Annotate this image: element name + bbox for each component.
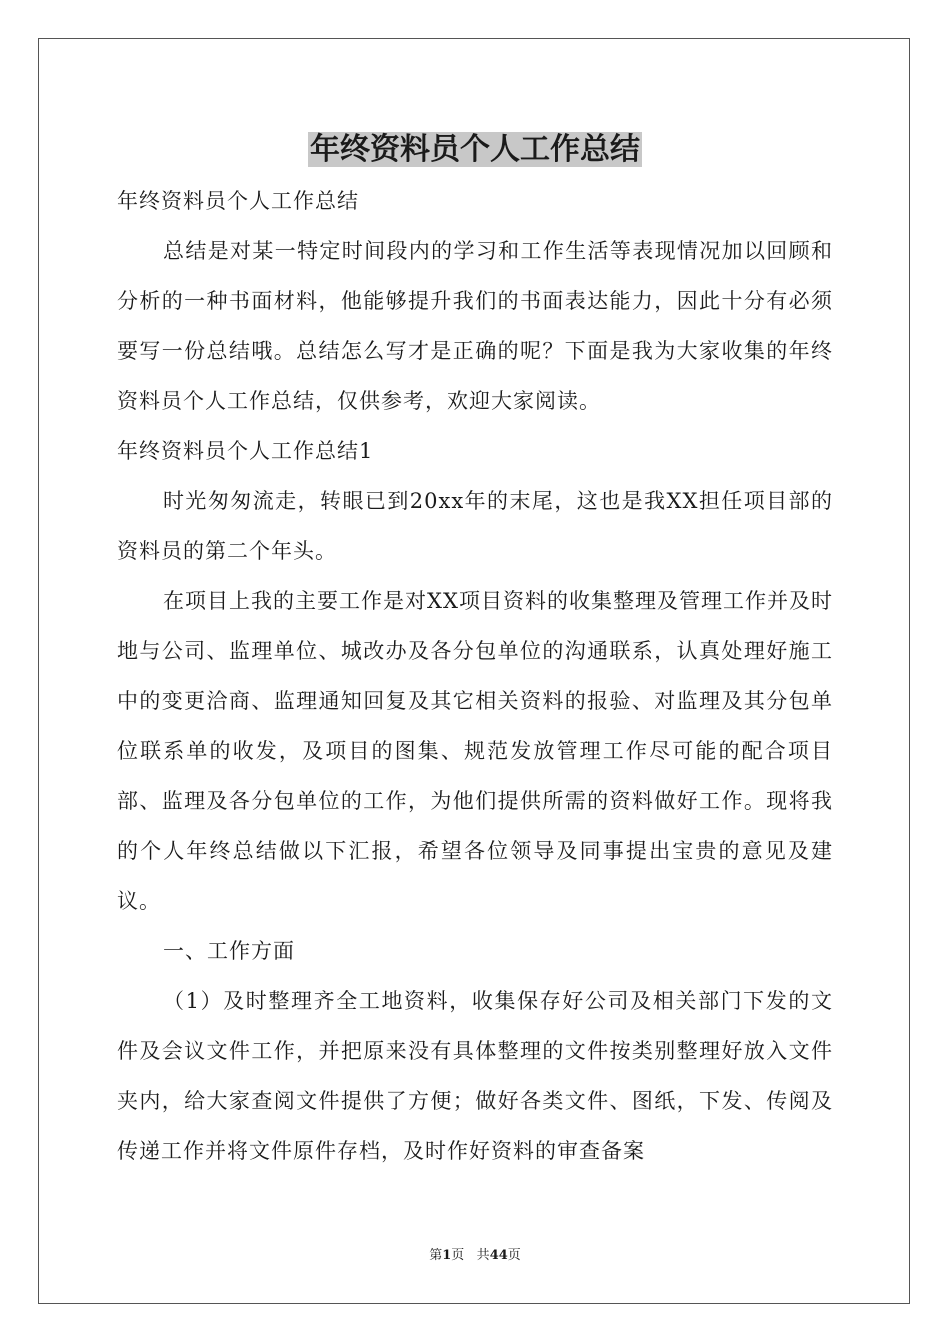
page-footer: [0, 1246, 950, 1266]
paragraph: （1）及时整理齐全工地资料，收集保存好公司及相关部门下发的文件及会议文件工作，并把原来没有具体整理的文件按类别整理好放入文件夹内，给大家查阅文件提供了方便；做好各类文件、图纸，下发、传阅及传递工作并将文件原件存档，及时作好资料的审查备案: [117, 989, 833, 1163]
footer-total-pages: 44: [489, 1248, 508, 1263]
document-title-text: 年终资料员个人工作总结: [310, 132, 640, 167]
footer-page-suffix: 页: [451, 1248, 465, 1263]
paragraph: 在项目上我的主要工作是对XX项目资料的收集整理及管理工作并及时地与公司、监理单位、城改办及各分包单位的沟通联系，认真处理好施工中的变更洽商、监理通知回复及其它相关资料的报验、对监理及其分包单位联系单的收发，及项目的图集、规范发放管理工作尽可能的配合项目部、监理及各分包单位的工作，为他们提供所需的资料做好工作。现将我的个人年终总结做以下汇报，希望各位领导及同事提出宝贵的意见及建议。: [117, 589, 833, 913]
paragraph: 年终资料员个人工作总结1: [117, 439, 374, 463]
paragraph: 时光匆匆流走，转眼已到20xx年的末尾，这也是我XX担任项目部的资料员的第二个年头。: [117, 489, 833, 563]
footer-current-page: 1: [442, 1248, 452, 1263]
paragraph: 一、工作方面: [163, 939, 295, 963]
footer-total-prefix: 共: [476, 1248, 490, 1263]
paragraph: 总结是对某一特定时间段内的学习和工作生活等表现情况加以回顾和分析的一种书面材料，他能够提升我们的书面表达能力，因此十分有必须要写一份总结哦。总结怎么写才是正确的呢？下面是我为大家收集的年终资料员个人工作总结，仅供参考，欢迎大家阅读。: [117, 239, 833, 413]
document-title: [0, 128, 950, 172]
footer-prefix: 第: [429, 1248, 443, 1263]
paragraph: 年终资料员个人工作总结: [117, 189, 359, 213]
document-body: [117, 176, 833, 1176]
footer-total-suffix: 页: [507, 1248, 521, 1263]
